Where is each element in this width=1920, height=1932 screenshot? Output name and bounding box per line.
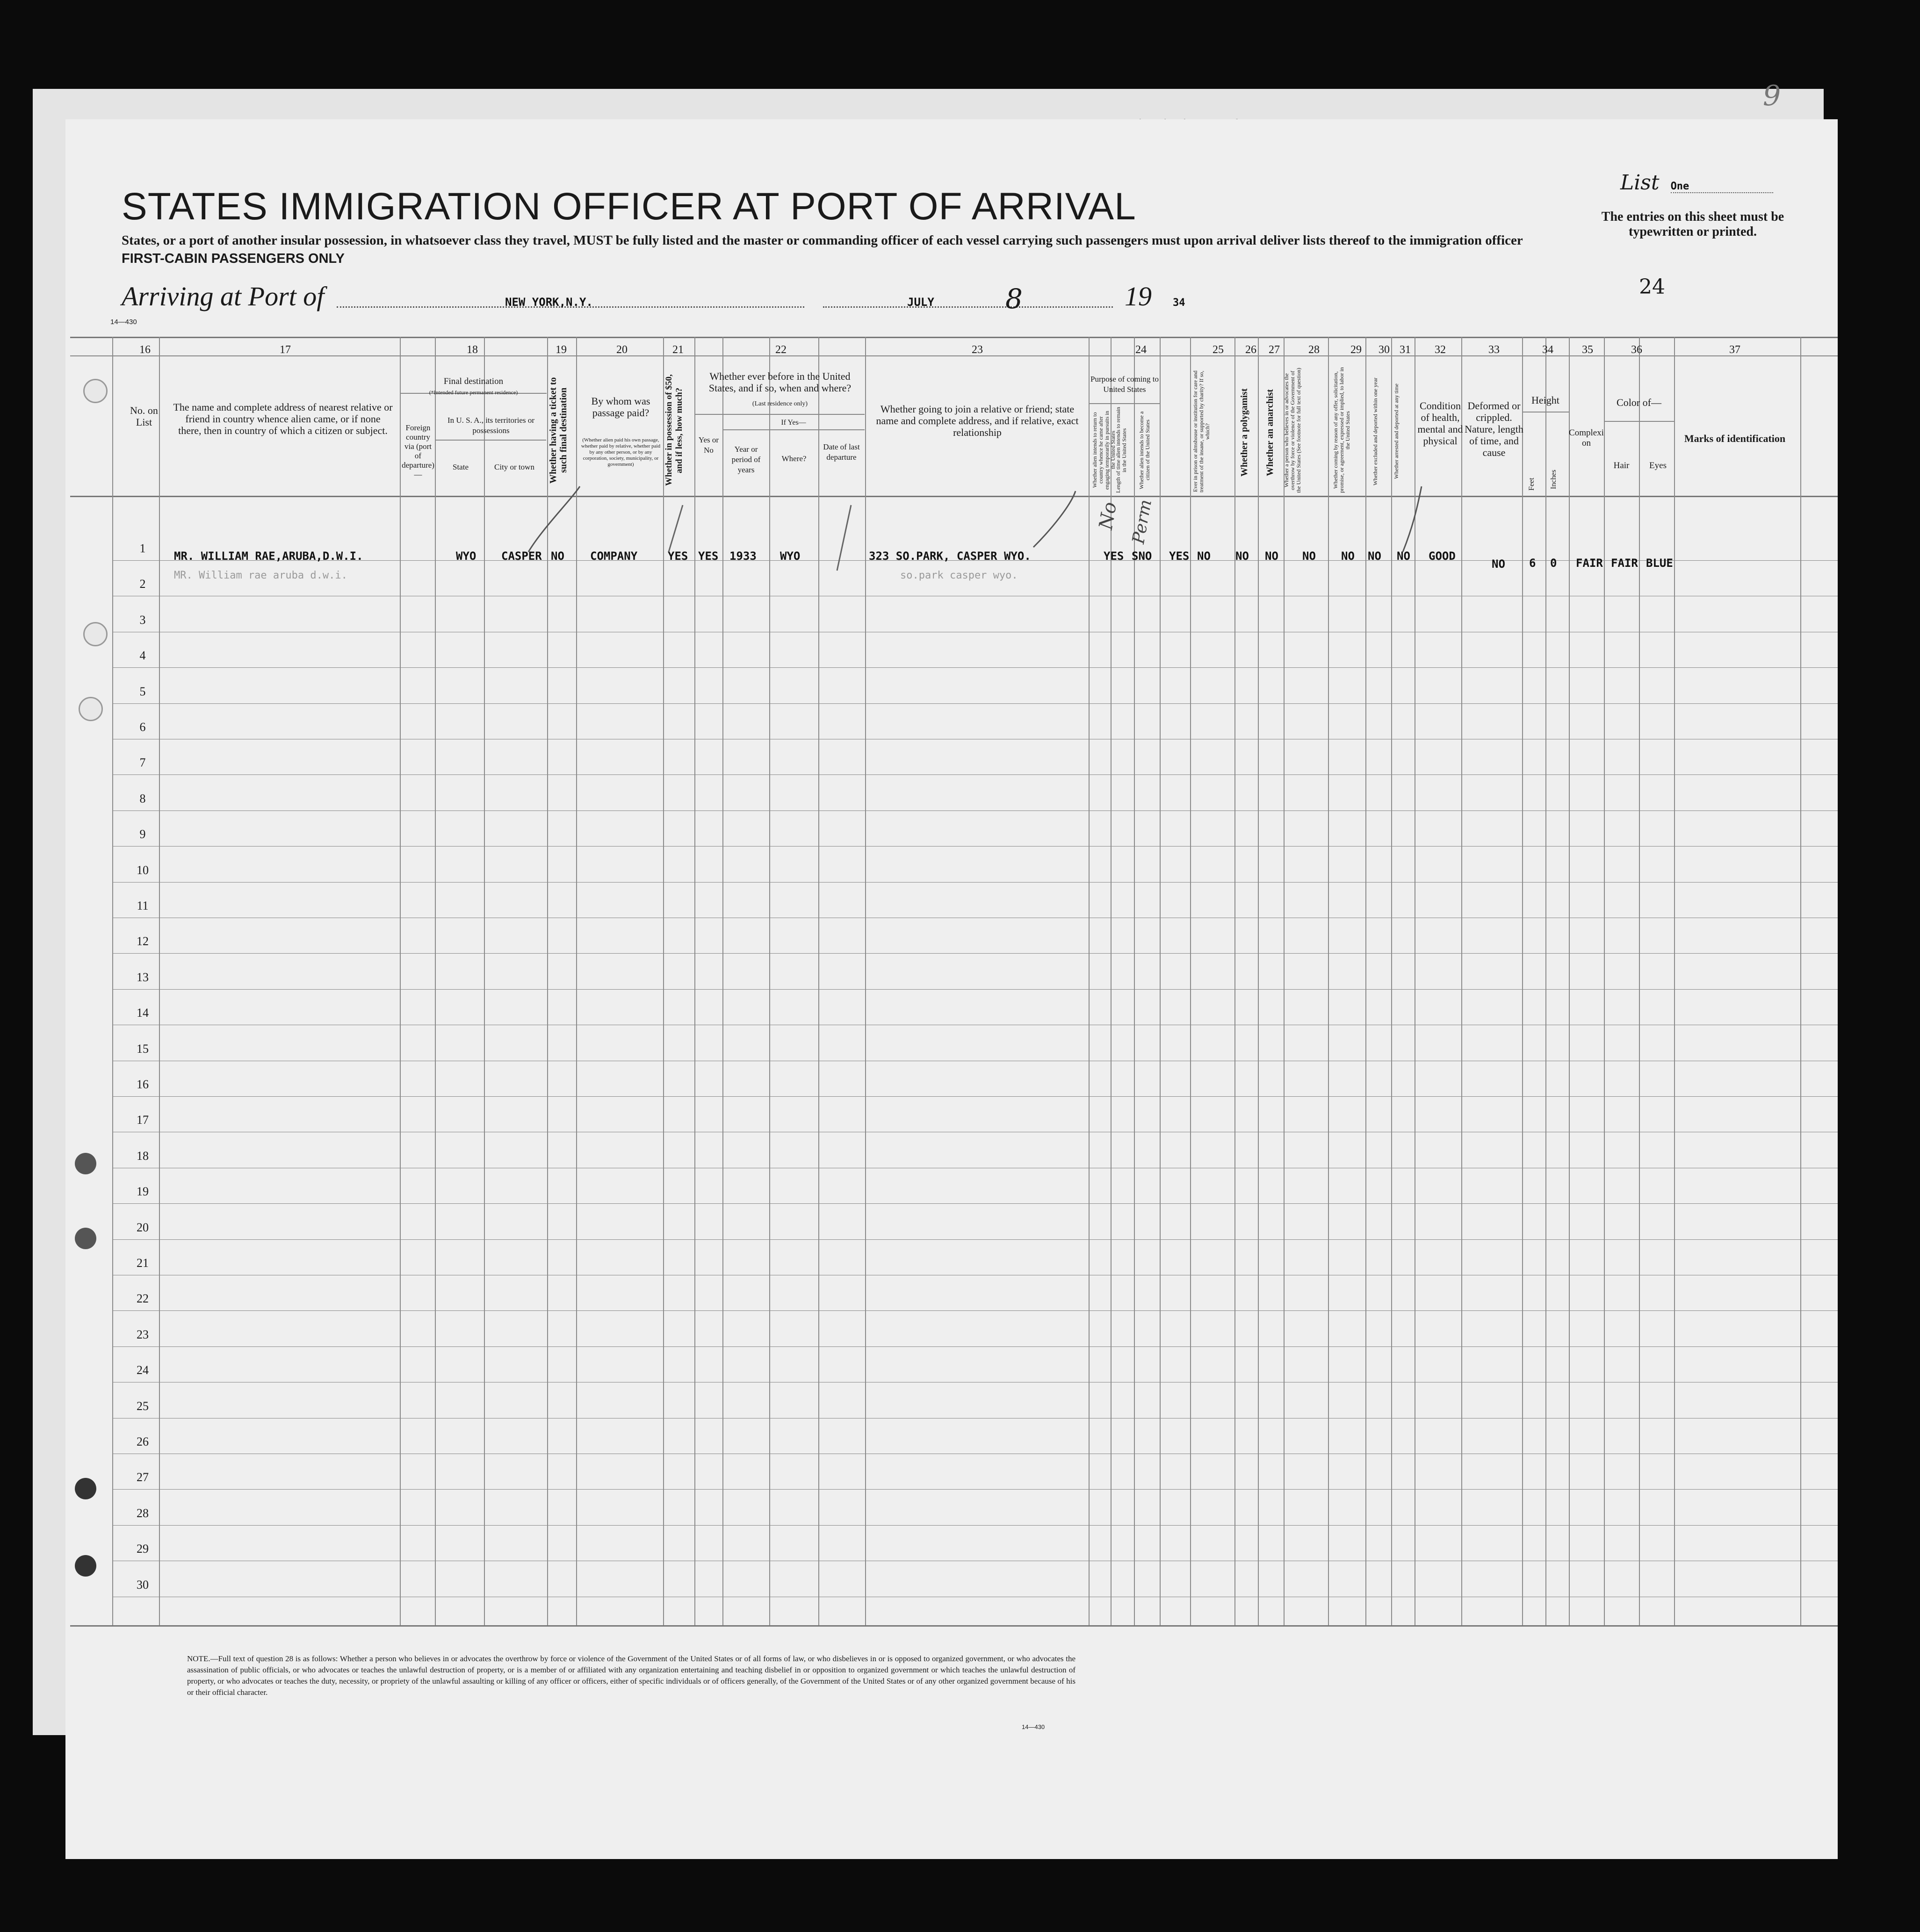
col-number: 22 — [775, 344, 787, 356]
header-health: Condition of health, mental and physical — [1417, 400, 1463, 447]
header-yes-no: Yes or No — [698, 435, 719, 455]
entry-polygamist: NO — [1235, 550, 1249, 563]
col-number: 32 — [1435, 344, 1446, 356]
header-city: City or town — [494, 463, 534, 471]
row-number: 20 — [137, 1220, 149, 1234]
row-number: 27 — [137, 1470, 149, 1484]
row-number: 15 — [137, 1042, 149, 1056]
row-number: 29 — [137, 1542, 149, 1556]
col-number: 36 — [1631, 344, 1642, 356]
header-prison: Ever in prison or almshouse or institution for care and treatment of the insane, or supported by charity? If so, which? — [1192, 370, 1211, 492]
header-final-destination: Final destination — [443, 376, 504, 386]
header-anarchist: Whether an anarchist — [1265, 389, 1275, 476]
col-number: 27 — [1269, 344, 1280, 356]
row-number: 12 — [137, 934, 149, 948]
year-suffix: 34 — [1173, 297, 1185, 309]
row-number: 24 — [137, 1363, 149, 1377]
col-number: 31 — [1400, 344, 1411, 356]
header-eyes: Eyes — [1649, 461, 1667, 470]
row-number: 23 — [137, 1327, 149, 1341]
header-deformed: Deformed or crippled. Nature, length of time, and cause — [1465, 400, 1523, 458]
corner-handwriting: 9 — [1763, 80, 1781, 112]
row-number: 28 — [137, 1506, 149, 1520]
header-where: Where? — [781, 454, 807, 463]
header-relative: The name and complete address of nearest relative or friend in country whence alien came, or if none there, then in country of which a citizen or subject. — [173, 401, 393, 436]
row-number: 16 — [137, 1078, 149, 1091]
header-inches: Inches — [1550, 470, 1558, 489]
form-number: 14—430 — [110, 318, 137, 326]
sheet-number: 24 — [1639, 275, 1665, 299]
entry-overthrow: NO — [1302, 550, 1316, 563]
entry-anarchist: NO — [1265, 550, 1278, 563]
col-number: 24 — [1135, 344, 1147, 356]
col-number: 33 — [1488, 344, 1500, 356]
header-color-of: Color of— — [1617, 397, 1661, 408]
entry-year: 1933 — [729, 550, 757, 563]
header-purpose: Purpose of coming to United States — [1090, 375, 1159, 394]
row-number: 25 — [137, 1399, 149, 1413]
entry-prison: NO — [1197, 550, 1211, 563]
footer-form-number: 14—430 — [1022, 1723, 1045, 1730]
header-year: Year or period of years — [731, 445, 761, 474]
col-number: 16 — [139, 344, 151, 356]
row-number: 6 — [139, 720, 146, 734]
entry-purpose-length: SNO — [1132, 550, 1152, 563]
col-number: 20 — [616, 344, 628, 356]
header-ever-before: Whether ever before in the United States, and if so, when and where? — [708, 370, 852, 394]
passenger-class: FIRST-CABIN PASSENGERS ONLY — [122, 251, 345, 266]
row-number: 18 — [137, 1149, 149, 1163]
col-number: 34 — [1542, 344, 1553, 356]
col-number: 21 — [672, 344, 684, 356]
row-number: 21 — [137, 1256, 149, 1270]
header-ever-before-note: (Last residence only) — [752, 400, 808, 407]
header-complexion: Complexion — [1569, 428, 1604, 448]
row-number: 2 — [139, 577, 146, 591]
entry-deformed: NO — [1492, 557, 1505, 571]
header-money: Whether in possession of $50, and if less, how much? — [664, 374, 684, 486]
row-number: 9 — [139, 827, 146, 841]
entry-feet: 6 — [1529, 557, 1536, 570]
entry-arrested: NO — [1397, 550, 1410, 563]
day-value: 8 — [1005, 283, 1023, 315]
col-number: 35 — [1582, 344, 1593, 356]
entry-where: WYO — [780, 550, 801, 563]
row-number: 26 — [137, 1435, 149, 1448]
entry-health: GOOD — [1429, 550, 1456, 563]
row-number: 17 — [137, 1113, 149, 1127]
entry-joining: 323 SO.PARK, CASPER WYO. — [869, 550, 1031, 563]
row-number: 1 — [139, 542, 146, 555]
header-purpose-length: Length of time alien intends to remain in the United States — [1115, 407, 1127, 493]
header-joining: Whether going to join a relative or friend; state name and complete address, and if relative, exact relationship — [876, 403, 1079, 438]
entry-before: YES — [698, 550, 719, 563]
header-foreign-country: Foreign country via (port of departure)— — [402, 423, 434, 479]
entry-ticket: NO — [551, 550, 564, 563]
header-height: Height — [1531, 394, 1559, 406]
row-number: 13 — [137, 970, 149, 984]
row-number: 30 — [137, 1577, 149, 1592]
header-polygamist: Whether a polygamist — [1239, 388, 1249, 477]
header-if-yes: If Yes— — [781, 419, 806, 427]
arriving-label: Arriving at Port of — [122, 281, 325, 311]
header-overthrow: Whether a person who believes in or advocates the overthrow by force or violence of the Government of the United States (See footnote for full text of question) — [1283, 368, 1302, 493]
row-number: 3 — [139, 613, 146, 627]
entry-paid-by: COMPANY — [590, 550, 638, 563]
entry-hair: FAIR — [1611, 557, 1638, 570]
entry-complexion: FAIR — [1576, 557, 1603, 570]
header-passage-paid: By whom was passage paid? — [591, 395, 650, 419]
row-number: 5 — [139, 684, 146, 698]
list-value: One — [1671, 181, 1774, 193]
header-contract-labor: Whether coming by reason of any offer, solicitation, promise, or agreement, expressed or implied, to labor in the United States — [1332, 367, 1351, 493]
header-final-destination-note: (*Intended future permanent residence) — [429, 389, 518, 396]
header-state: State — [453, 463, 469, 471]
header-last-departure: Date of last departure — [823, 442, 860, 462]
header-purpose-return: Whether alien intends to return to country whence he came after engaging temporarily in pursuits in the United States — [1091, 411, 1116, 490]
row-number: 7 — [139, 756, 146, 770]
col-number: 23 — [972, 344, 983, 356]
entry-contract: NO — [1341, 550, 1355, 563]
entry-purpose-citizen: YES — [1169, 550, 1190, 563]
entry-eyes: BLUE — [1646, 557, 1673, 570]
month-value: JULY — [907, 296, 934, 309]
row-number: 11 — [137, 899, 149, 912]
list-label: List — [1620, 171, 1660, 195]
row-number: 22 — [137, 1292, 149, 1306]
footnote: NOTE.—Full text of question 28 is as follows: Whether a person who believes in or advocates the overthrow by force or violence of the Government of the United States or of all forms of law, or who disbelieves in or is opposed to organized government, or who advocates the assassination of public officials, or who advocates or teaches the unlawful destruction of property, or is a member of or affiliated with any organization entertaining and teaching disbelief in or opposition to organized government or which teaches the unlawful destruction of property, or who advocates or teaches the duty, necessity, or propriety of the unlawful assaulting or killing of any officer or officers, either of specific individuals or of officers generally, of the Government of the United States or of any other organized government because of his or their official character. — [187, 1654, 1075, 1697]
col-number: 19 — [556, 344, 567, 356]
entry-purpose-return: YES — [1104, 550, 1124, 563]
col-number: 17 — [280, 344, 291, 356]
entry-inches: 0 — [1550, 557, 1557, 570]
header-feet: Feet — [1528, 478, 1536, 491]
list-note: The entries on this sheet must be typewritten or printed. — [1601, 210, 1784, 239]
header-purpose-citizen: Whether alien intends to become a citizen of the United States — [1138, 411, 1151, 489]
entry-city: CASPER — [501, 550, 542, 563]
row-number: 8 — [139, 791, 146, 805]
col-number: 18 — [467, 344, 478, 356]
entry-state: WYO — [456, 550, 476, 563]
header-marks: Marks of identification — [1684, 433, 1786, 444]
header-in-usa: In U. S. A., its territories or possessions — [447, 416, 535, 435]
handwritten-no: No — [1095, 500, 1121, 532]
row-number: 4 — [139, 649, 146, 663]
ghost-relative: MR. William rae aruba d.w.i. — [174, 570, 347, 581]
col-number: 30 — [1379, 344, 1390, 356]
entry-money: YES — [668, 550, 688, 563]
row-number: 10 — [137, 863, 149, 877]
header-passage-paid-note: (Whether alien paid his own passage, whether paid by relative, whether paid by any other person, or by any corporation, society, municipality, or government) — [581, 437, 661, 467]
entry-relative: MR. WILLIAM RAE,ARUBA,D.W.I. — [174, 550, 363, 563]
form-subtitle: States, or a port of another insular possession, in whatsoever class they travel, MUST be fully listed and the master or commanding officer of each vessel carrying such passengers must upon arrival deliver lists thereof to the immigration officer — [122, 233, 1523, 248]
year-prefix: 19 — [1125, 281, 1152, 311]
form-title: STATES IMMIGRATION OFFICER AT PORT OF ARRIVAL — [122, 185, 1136, 228]
col-number: 29 — [1350, 344, 1362, 356]
row-number: 14 — [137, 1006, 149, 1020]
col-number: 37 — [1729, 344, 1740, 356]
entry-excluded: NO — [1368, 550, 1381, 563]
handwritten-perm: Perm — [1129, 498, 1156, 545]
header-hair: Hair — [1613, 461, 1630, 470]
header-no-on-list: No. on List — [130, 405, 158, 428]
col-number: 28 — [1308, 344, 1320, 356]
row-number: 19 — [137, 1185, 149, 1199]
col-number: 26 — [1245, 344, 1256, 356]
col-number: 25 — [1213, 344, 1224, 356]
header-ticket: Whether having a ticket to such final destination — [548, 377, 569, 484]
ghost-joining: so.park casper wyo. — [900, 570, 1018, 581]
port-value: NEW YORK,N.Y. — [505, 296, 593, 309]
header-arrested: Whether arrested and deported at any time — [1393, 384, 1400, 479]
header-excluded: Whether excluded and deported within one year — [1372, 377, 1379, 485]
